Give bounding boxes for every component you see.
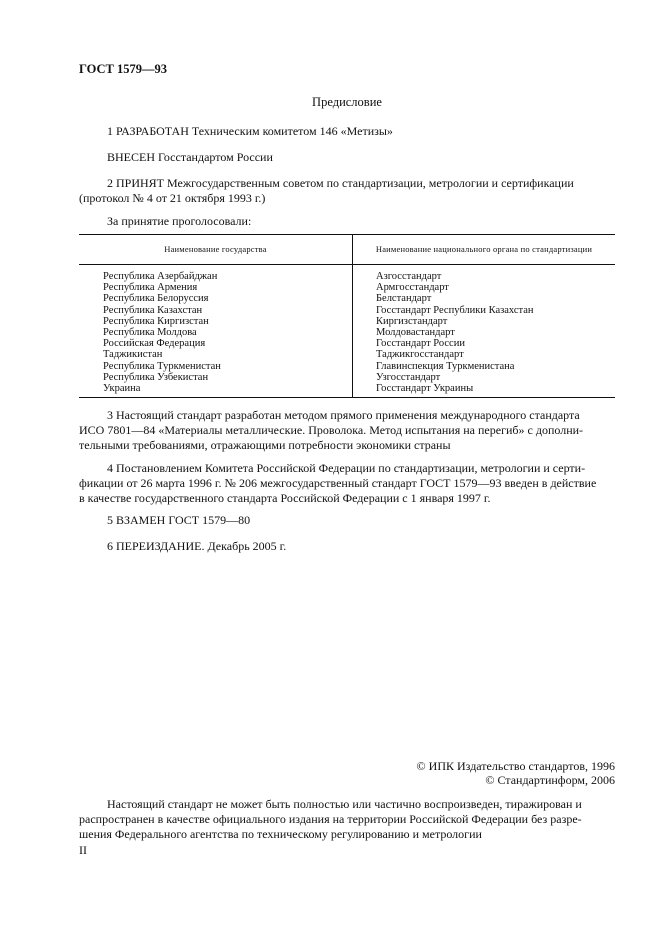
table-body-row (79, 265, 615, 398)
item-2-line-1: 2 ПРИНЯТ Межгосударственным советом по стандартизации, метрологии и сертификации (107, 176, 574, 190)
item-3-method (79, 408, 615, 453)
item-3-line-1: 3 Настоящий стандарт разработан методом прямого применения международного стандарта (107, 408, 580, 422)
introduced-by: ВНЕСЕН Госстандартом России (107, 150, 273, 164)
standards-body-name: Таджикгосстандарт (376, 349, 464, 361)
notice-line-3: шения Федерального агентства по техническому регулированию и метрологии (79, 827, 482, 841)
standards-body-name: Молдовастандарт (376, 327, 455, 339)
copyright-line-1: © ИПК Издательство стандартов, 1996 (416, 759, 615, 773)
state-name: Украина (103, 383, 141, 395)
item-4-enactment (79, 461, 615, 506)
standards-body-name: Азгосстандарт (376, 271, 442, 282)
item-5-replaces: 5 ВЗАМЕН ГОСТ 1579—80 (107, 513, 251, 527)
item-3-line-2: ИСО 7801—84 «Материалы металлические. Проволока. Метод испытания на перегиб» с дополни- (79, 423, 584, 437)
notice-line-1: Настоящий стандарт не может быть полностью или частично воспроизведен, тиражирован и (107, 797, 582, 811)
notice-line-2: распространен в качестве официального издания на территории Российской Федерации без разре- (79, 812, 582, 826)
table-header-row (79, 235, 615, 265)
voting-states-table (79, 234, 615, 398)
preface-title: Предисловие (312, 95, 382, 109)
standards-body-name: Армгосстандарт (376, 282, 449, 294)
state-name: Республика Белоруссия (103, 293, 209, 305)
standards-body-name: Госстандарт Республики Казахстан (376, 304, 534, 316)
copyright-block (300, 759, 615, 787)
item-4-line-2: фикации от 26 марта 1996 г. № 206 межгосударственный стандарт ГОСТ 1579—93 введен в действие (79, 476, 597, 490)
reproduction-notice (79, 797, 615, 842)
standards-body-name: Госстандарт России (376, 338, 465, 350)
item-4-line-1: 4 Постановлением Комитета Российской Федерации по стандартизации, метрологии и серти- (107, 461, 586, 475)
item-2-line-2: (протокол № 4 от 21 октября 1993 г.) (79, 191, 266, 205)
state-name: Республика Армения (103, 282, 198, 294)
states-column (79, 265, 353, 398)
copyright-line-2: © Стандартинформ, 2006 (485, 773, 615, 787)
standards-bodies-column (353, 265, 616, 398)
standards-body-name: Госстандарт Украины (376, 383, 474, 395)
state-name: Республика Киргизстан (103, 315, 209, 327)
column-header-state: Наименование государства (79, 235, 353, 265)
state-name: Таджикистан (103, 349, 163, 361)
document-code: ГОСТ 1579—93 (79, 62, 168, 76)
item-2-adopted (79, 176, 615, 206)
column-header-standards-body: Наименование национального органа по стандартизации (353, 235, 616, 265)
item-6-reissue: 6 ПЕРЕИЗДАНИЕ. Декабрь 2005 г. (107, 539, 287, 553)
item-1-developed: 1 РАЗРАБОТАН Техническим комитетом 146 «Метизы» (107, 124, 393, 138)
standards-body-name: Киргизстандарт (376, 315, 448, 327)
state-name: Республика Азербайджан (103, 271, 218, 282)
standards-body-name: Белстандарт (376, 293, 432, 305)
state-name: Республика Узбекистан (103, 371, 209, 383)
standards-body-name: Главинспекция Туркменистана (376, 360, 515, 372)
state-name: Республика Туркменистан (103, 360, 221, 372)
item-3-line-3: тельными требованиями, отражающими потребности экономики страны (79, 438, 451, 452)
state-name: Российская Федерация (103, 338, 206, 350)
voted-label: За принятие проголосовали: (107, 214, 252, 228)
state-name: Республика Молдова (103, 327, 197, 339)
page-number: II (79, 843, 87, 857)
state-name: Республика Казахстан (103, 304, 203, 316)
standards-body-name: Узгосстандарт (376, 371, 441, 383)
item-4-line-3: в качестве государственного стандарта Российской Федерации с 1 января 1997 г. (79, 491, 491, 505)
